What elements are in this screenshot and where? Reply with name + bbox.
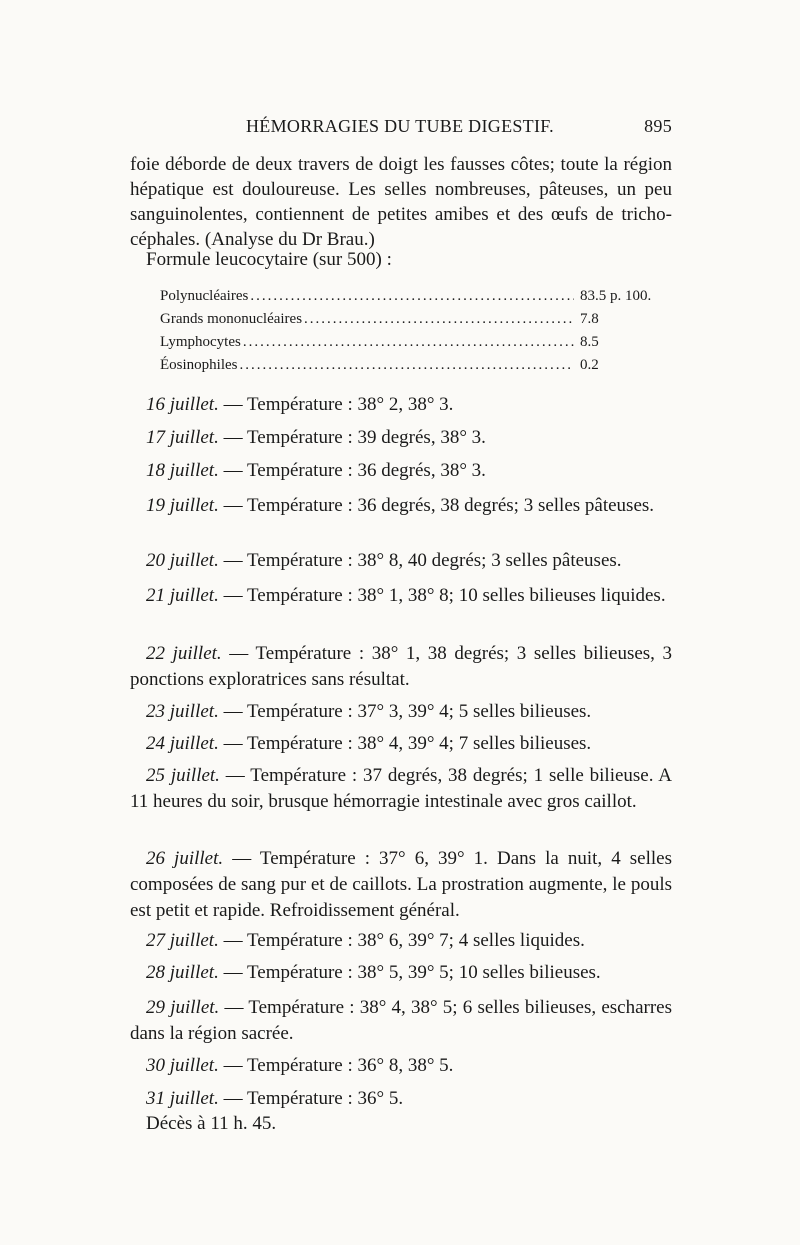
cell-type: Grands mononucléaires [160,311,303,327]
entry-text: — Température : 36° 5. [218,1088,404,1109]
intro-text: foie déborde de deux travers de doigt les fausses côtes; toute la région hépatique est douloureuse. Les selles nombreuses, pâteuses, un peu sanguinolentes, contiennent de petites amibes et des œufs de tricho-céphales. (Analyse du Dr Brau.) [130,154,672,250]
page-number: 895 [644,116,672,136]
daily-entry [130,641,672,693]
daily-entry [130,763,672,815]
daily-entry [130,699,672,725]
daily-entry [130,1053,672,1079]
entry-date: 16 juillet. [146,394,219,415]
leader-dots [304,308,574,331]
entry-text: — Température : 38° 2, 38° 3. [218,394,454,415]
entry-text: — Température : 38° 1, 38° 8; 10 selles bilieuses liquides. [218,585,666,606]
entry-date: 21 juillet. [146,585,219,606]
death-note: Décès à 11 h. 45. [146,1113,277,1134]
daily-entry [130,846,672,924]
entry-date: 27 juillet. [146,930,219,951]
entry-text: — Température : 38° 4, 38° 5; 6 selles bilieuses, escharres dans la région sacrée. [130,997,672,1044]
entry-date: 23 juillet. [146,701,219,722]
daily-entry [130,392,672,418]
formula-row [160,331,672,354]
daily-entry [130,458,672,484]
chapter-title: HÉMORRAGIES DU TUBE DIGESTIF. [246,116,554,136]
leader-dots [250,285,574,308]
daily-entry [130,548,672,574]
entry-text: — Température : 38° 6, 39° 7; 4 selles liquides. [218,930,585,951]
entry-text: — Température : 37 degrés, 38 degrés; 1 selle bilieuse. A 11 heures du soir, brusque hémorragie intestinale avec gros caillot. [130,765,673,812]
cell-type: Polynucléaires [160,288,249,304]
daily-entry [130,928,672,954]
entry-date: 29 juillet. [146,997,220,1018]
leader-dots [243,331,574,354]
entry-date: 31 juillet. [146,1088,219,1109]
entry-text: — Température : 38° 8, 40 degrés; 3 selles pâteuses. [218,550,622,571]
formula-row [160,285,672,308]
entry-date: 24 juillet. [146,733,219,754]
entry-date: 28 juillet. [146,962,219,983]
daily-entry [130,731,672,757]
entry-date: 18 juillet. [146,460,219,481]
entry-text: — Température : 38° 1, 38 degrés; 3 selles bilieuses, 3 ponctions exploratrices sans résultat. [130,643,673,690]
cell-value: 0.2 [580,357,599,373]
cell-type: Éosinophiles [160,357,238,373]
entry-date: 25 juillet. [146,765,220,786]
intro-paragraph [130,152,672,252]
leukocyte-formula-table [160,285,672,377]
daily-entry [130,995,672,1047]
cell-type: Lymphocytes [160,334,241,350]
formula-row [160,308,672,331]
entry-text: — Température : 39 degrés, 38° 3. [218,427,486,448]
cell-value: 83.5 p. 100. [580,288,652,304]
entry-date: 22 juillet. [146,643,222,664]
entry-date: 17 juillet. [146,427,219,448]
entry-date: 19 juillet. [146,495,219,516]
daily-entry [130,1086,672,1112]
daily-entry [130,583,672,609]
formula-intro: Formule leucocytaire (sur 500) : [146,249,392,270]
cell-value: 7.8 [580,311,599,327]
entry-date: 20 juillet. [146,550,219,571]
entry-text: — Température : 36 degrés, 38° 3. [218,460,486,481]
entry-text: — Température : 37° 6, 39° 1. Dans la nuit, 4 selles composées de sang pur et de caillots. La prostration augmente, le pouls est petit et rapide. Refroidissement général. [130,848,672,921]
entry-date: 26 juillet. [146,848,224,869]
entry-text: — Température : 36° 8, 38° 5. [218,1055,454,1076]
leader-dots [240,354,575,377]
entry-text: — Température : 38° 5, 39° 5; 10 selles bilieuses. [218,962,601,983]
daily-entry [130,425,672,451]
cell-value: 8.5 [580,334,599,350]
entry-text: — Température : 38° 4, 39° 4; 7 selles bilieuses. [218,733,592,754]
daily-entry [130,493,672,519]
formula-row [160,354,672,377]
entry-text: — Température : 36 degrés, 38 degrés; 3 selles pâteuses. [218,495,655,516]
daily-entry [130,960,672,986]
entry-date: 30 juillet. [146,1055,219,1076]
entry-text: — Température : 37° 3, 39° 4; 5 selles bilieuses. [218,701,592,722]
